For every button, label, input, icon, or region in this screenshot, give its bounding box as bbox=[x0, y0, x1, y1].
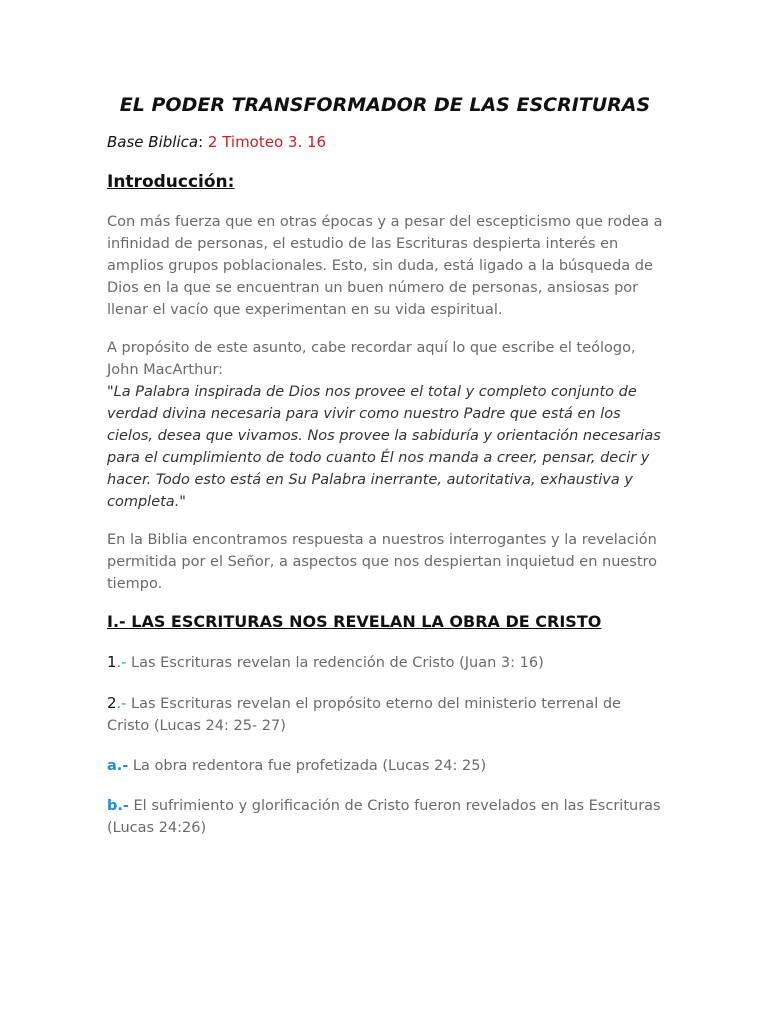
macarthur-quote bbox=[107, 384, 661, 510]
base-biblica-reference: 2 Timoteo 3. 16 bbox=[207, 133, 327, 151]
list-item bbox=[107, 651, 663, 674]
item-number: 2 bbox=[107, 694, 117, 712]
intro-paragraph-2 bbox=[107, 337, 663, 513]
list-item bbox=[107, 692, 663, 737]
intro-heading: Introducción: bbox=[107, 172, 235, 192]
document-title: EL PODER TRANSFORMADOR DE LAS ESCRITURAS bbox=[119, 94, 651, 116]
base-biblica-label: Base Biblica bbox=[107, 133, 199, 151]
quote-text: La Palabra inspirada de Dios nos provee el total y completo conjunto de verdad divina necesaria para vivir como nuestro Padre que está en los cielos, desea que vivamos. Nos provee la sabiduría y orientación necesarias para el cumplimiento de todo cuanto Él nos manda a creer, pensar, decir y hacer. Todo esto está en Su Palabra inerrante, autoritativa, exhaustiva y completa bbox=[107, 384, 661, 510]
intro-paragraph-3: En la Biblia encontramos respuesta a nuestros interrogantes y la revelación permitida por el Señor, a aspectos que nos despiertan inquietud en nuestro tiempo. bbox=[107, 532, 658, 592]
intro-paragraph-2-lead: A propósito de este asunto, cabe recordar aquí lo que escribe el teólogo, John MacArthur: bbox=[107, 340, 636, 378]
item-number: 1 bbox=[107, 653, 117, 671]
item-dash: .- bbox=[116, 655, 127, 671]
item-text: El sufrimiento y glorificación de Cristo fueron revelados en las Escrituras (Lucas 24:26) bbox=[107, 798, 661, 836]
list-item bbox=[107, 755, 663, 777]
base-biblica-line bbox=[107, 132, 663, 152]
item-dash: .- bbox=[116, 696, 127, 712]
intro-paragraph-1: Con más fuerza que en otras épocas y a pesar del escepticismo que rodea a infinidad de personas, el estudio de las Escrituras despierta interés en amplios grupos poblacionales. Esto, sin duda, está ligado a la búsqueda de Dios en la que se encuentran un buen número de personas, ansiosas por llenar el vacío que experimentan en su vida espiritual. bbox=[107, 214, 663, 318]
item-letter: a.- bbox=[107, 758, 129, 774]
item-letter: b.- bbox=[107, 798, 129, 814]
list-item bbox=[107, 795, 663, 839]
item-text: Las Escrituras revelan el propósito eterno del ministerio terrenal de Cristo (Lucas 24: 25- 27) bbox=[107, 696, 621, 734]
document-page bbox=[107, 92, 663, 857]
quote-open-mark: " bbox=[107, 384, 114, 400]
base-biblica-separator: : bbox=[198, 133, 208, 151]
quote-close-mark: ." bbox=[174, 494, 186, 510]
section-1-heading: I.- LAS ESCRITURAS NOS REVELAN LA OBRA DE CRISTO bbox=[107, 612, 602, 631]
item-text: Las Escrituras revelan la redención de Cristo (Juan 3: 16) bbox=[126, 655, 544, 671]
item-text: La obra redentora fue profetizada (Lucas 24: 25) bbox=[128, 758, 487, 774]
